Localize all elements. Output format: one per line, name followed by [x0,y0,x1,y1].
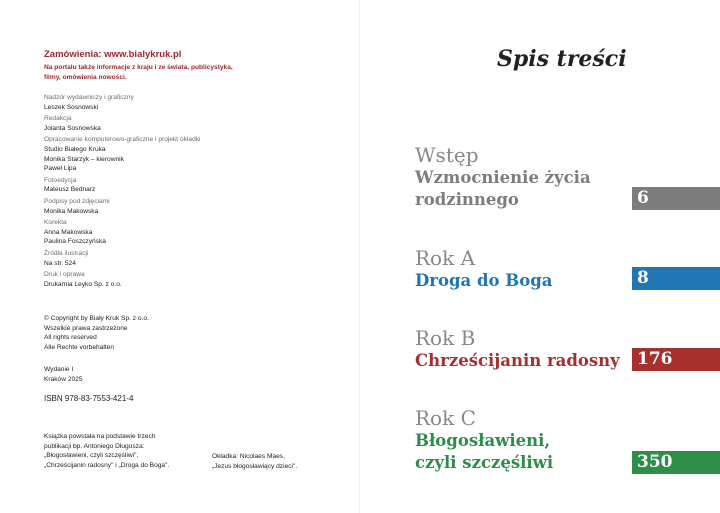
credit-label: Opracowanie komputerowo-graficzne i projekt okładki [44,136,201,144]
credit-value: Drukarnia Leyko Sp. z o.o. [44,280,122,288]
credit-label: Druk i oprawa [44,271,85,279]
credit-value: Anna Makowska [44,228,93,236]
section-heading: Rok B [415,326,476,350]
toc-section-rok-c [415,406,645,474]
credit-label: Korekta [44,219,67,227]
credit-label: Nadzór wydawniczy i graficzny [44,94,134,101]
toc-section-rok-b [415,326,645,372]
page-number-tab: 6 [632,187,720,210]
credit-entry [44,135,334,173]
credit-entry [44,249,334,268]
credits-list [44,93,334,291]
order-line: Zamówienia: www.bialykruk.pl [44,49,182,60]
book-source-line: „Błogosławieni, czyli szczęśliwi", [44,452,139,460]
credit-label: Źródła ilustracji [44,249,89,257]
toc-title: Spis treści [497,46,627,72]
book-source-line: „Chrześcijanin radosny" i „Droga do Boga". [44,461,170,469]
section-subtitle: czyli szczęśliwi [415,453,554,472]
section-subtitle: Błogosławieni, [415,431,551,450]
section-subtitle: Chrześcijanin radosny [415,351,620,370]
credit-value: Monika Starzyk – kierownik [44,155,124,163]
credit-entry [44,270,334,289]
book-source-block [44,432,169,470]
book-source-line: publikacji bp. Antoniego Długosza: [44,442,145,450]
credit-entry [44,197,334,216]
isbn: ISBN 978-83-7553-421-4 [44,394,134,403]
cover-credit-line: Okładka: Nicolaes Maes, [212,453,285,460]
credit-value: Paweł Lipa [44,165,77,173]
credit-value: Leszek Sosnowski [44,103,99,111]
cover-credit-block [212,452,297,471]
section-subtitle: Droga do Boga [415,271,553,290]
credit-value: Monika Makowska [44,207,99,215]
section-heading: Rok C [415,406,476,430]
credit-value: Na str. 524 [44,259,76,267]
copyright-block [44,314,149,352]
credit-value: Jolanta Sosnowska [44,124,101,132]
credit-value: Mateusz Bednarz [44,186,96,194]
copyright-line: Wszelkie prawa zastrzeżone [44,324,128,332]
credit-entry [44,176,334,195]
credit-value: Studio Białego Kruka [44,145,106,153]
copyright-line: All rights reserved [44,334,97,342]
credit-entry [44,114,334,133]
credit-entry [44,93,334,112]
section-heading: Wstęp [415,143,479,167]
edition-block [44,365,83,384]
toc-section-rok-a [415,246,645,292]
portal-line: filmy, omówienia nowości. [44,73,127,81]
copyright-line: © Copyright by Biały Kruk Sp. z o.o. [44,315,149,322]
order-block [44,49,344,82]
credit-label: Podpisy pod zdjęciami [44,197,110,205]
cover-credit-line: „Jezus błogosławiący dzieci". [212,462,298,470]
credit-value: Paulina Foszczyńska [44,238,106,246]
section-subtitle: Wzmocnienie życia [415,168,591,187]
section-heading: Rok A [415,246,476,270]
book-source-line: Książka powstała na podstawie trzech [44,433,156,440]
section-subtitle: rodzinnego [415,190,519,209]
copyright-line: Alle Rechte vorbehalten [44,343,115,351]
page-number-tab: 176 [632,348,720,371]
edition-line: Wydanie I [44,366,74,373]
credit-entry [44,218,334,247]
page-number-tab: 350 [632,451,720,474]
toc-section-intro [415,143,645,211]
credit-label: Fotoedycja [44,176,77,184]
edition-line: Kraków 2025 [44,375,83,383]
page-number-tab: 8 [632,267,720,290]
credit-label: Redakcja [44,115,72,123]
portal-line: Na portalu także informacje z kraju i ze świata, publicystyka, [44,64,233,71]
